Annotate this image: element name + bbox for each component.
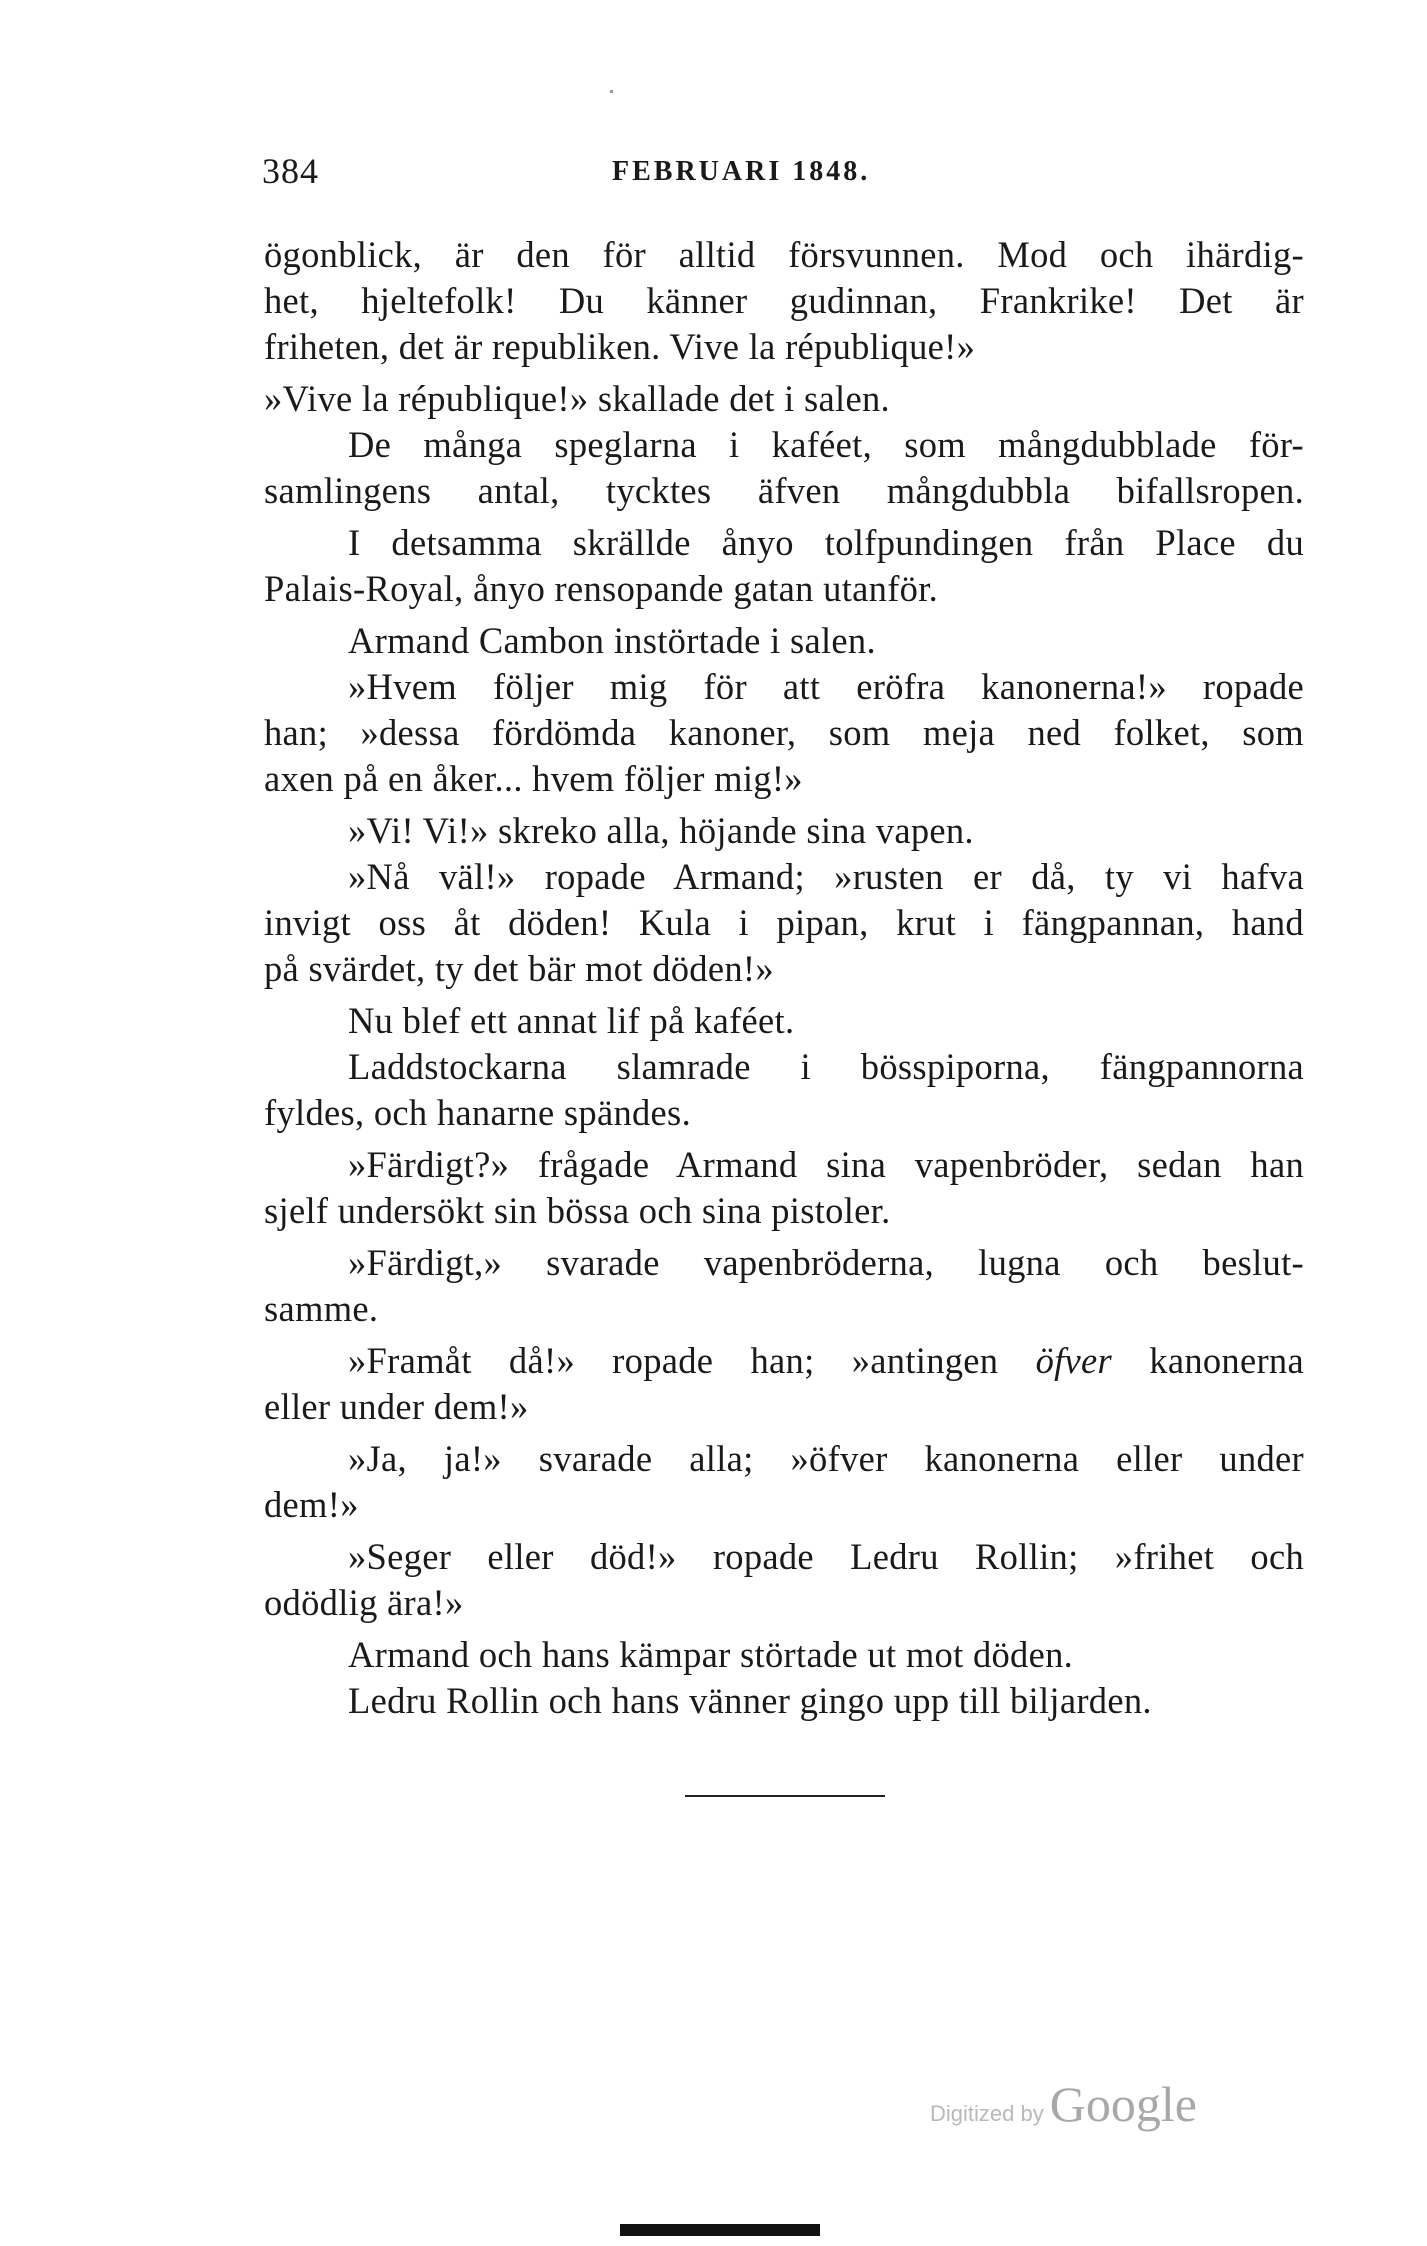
text-line: Palais-Royal, ånyo rensopande gatan utanför. (264, 568, 939, 609)
text-line: »Ja, ja!» svarade alla; »öfver kanonerna eller under (348, 1438, 1304, 1479)
text-line: dem!» (264, 1484, 359, 1525)
text-line: axen på en åker... hvem följer mig!» (264, 758, 803, 799)
text-line: Armand och hans kämpar störtade ut mot döden. (348, 1634, 1074, 1675)
text-line: »Hvem följer mig för att eröfra kanonerna!» ropade (348, 666, 1304, 707)
text-line: »Färdigt,» svarade vapenbröderna, lugna och beslut- (348, 1242, 1304, 1283)
text-line: Nu blef ett annat lif på kaféet. (348, 1000, 795, 1041)
text-line: I detsamma skrällde ånyo tolfpundingen från Place du (348, 522, 1304, 563)
text-line: odödlig ära!» (264, 1582, 464, 1623)
text-line: eller under dem!» (264, 1386, 529, 1427)
text-line: friheten, det är republiken. Vive la république!» (264, 326, 976, 367)
text-line: »Vi! Vi!» skreko alla, höjande sina vapen. (348, 810, 974, 851)
text-fragment: »Framåt då!» ropade han; »antingen (348, 1340, 999, 1381)
running-head: FEBRUARI 1848. (612, 156, 871, 187)
text-fragment: kanonerna (1149, 1340, 1304, 1381)
text-line: ögonblick, är den för alltid försvunnen. Mod och ihärdig- (264, 234, 1304, 275)
text-line: »Nå väl!» ropade Armand; »rusten er då, ty vi hafva (348, 856, 1304, 897)
text-line: sjelf undersökt sin bössa och sina pistoler. (264, 1190, 891, 1231)
text-line: De många speglarna i kaféet, som mångdubblade för- (348, 424, 1304, 465)
body-text (264, 232, 1304, 1724)
text-line: het, hjeltefolk! Du känner gudinnan, Frankrike! Det är (264, 280, 1304, 321)
text-line: fyldes, och hanarne spändes. (264, 1092, 691, 1133)
google-logo: Google (1049, 2076, 1197, 2132)
digitized-watermark (930, 2075, 1197, 2135)
text-line: samlingens antal, tycktes äfven mångdubbla bifallsropen. (264, 470, 1304, 511)
text-line: Ledru Rollin och hans vänner gingo upp till biljarden. (348, 1680, 1152, 1721)
text-line: på svärdet, ty det bär mot döden!» (264, 948, 774, 989)
text-line: invigt oss åt döden! Kula i pipan, krut i fängpannan, hand (264, 902, 1304, 943)
text-line: »Färdigt?» frågade Armand sina vapenbröder, sedan han (348, 1144, 1304, 1185)
text-line: »Vive la république!» skallade det i salen. (264, 378, 890, 419)
section-divider (685, 1795, 885, 1797)
page-number: 384 (262, 151, 319, 191)
text-line (264, 1338, 1304, 1384)
scan-speck (610, 90, 613, 93)
scan-edge-bar (620, 2224, 820, 2236)
text-line: han; »dessa fördömda kanoner, som meja ned folket, som (264, 712, 1304, 753)
text-line: Armand Cambon instörtade i salen. (348, 620, 876, 661)
digitized-by-text: Digitized by (930, 2101, 1044, 2126)
page-header (262, 150, 1302, 200)
text-line: Laddstockarna slamrade i bösspiporna, fängpannorna (348, 1046, 1304, 1087)
text-line: samme. (264, 1288, 379, 1329)
text-line: »Seger eller död!» ropade Ledru Rollin; »frihet och (348, 1536, 1304, 1577)
italic-word: öfver (1035, 1340, 1113, 1381)
